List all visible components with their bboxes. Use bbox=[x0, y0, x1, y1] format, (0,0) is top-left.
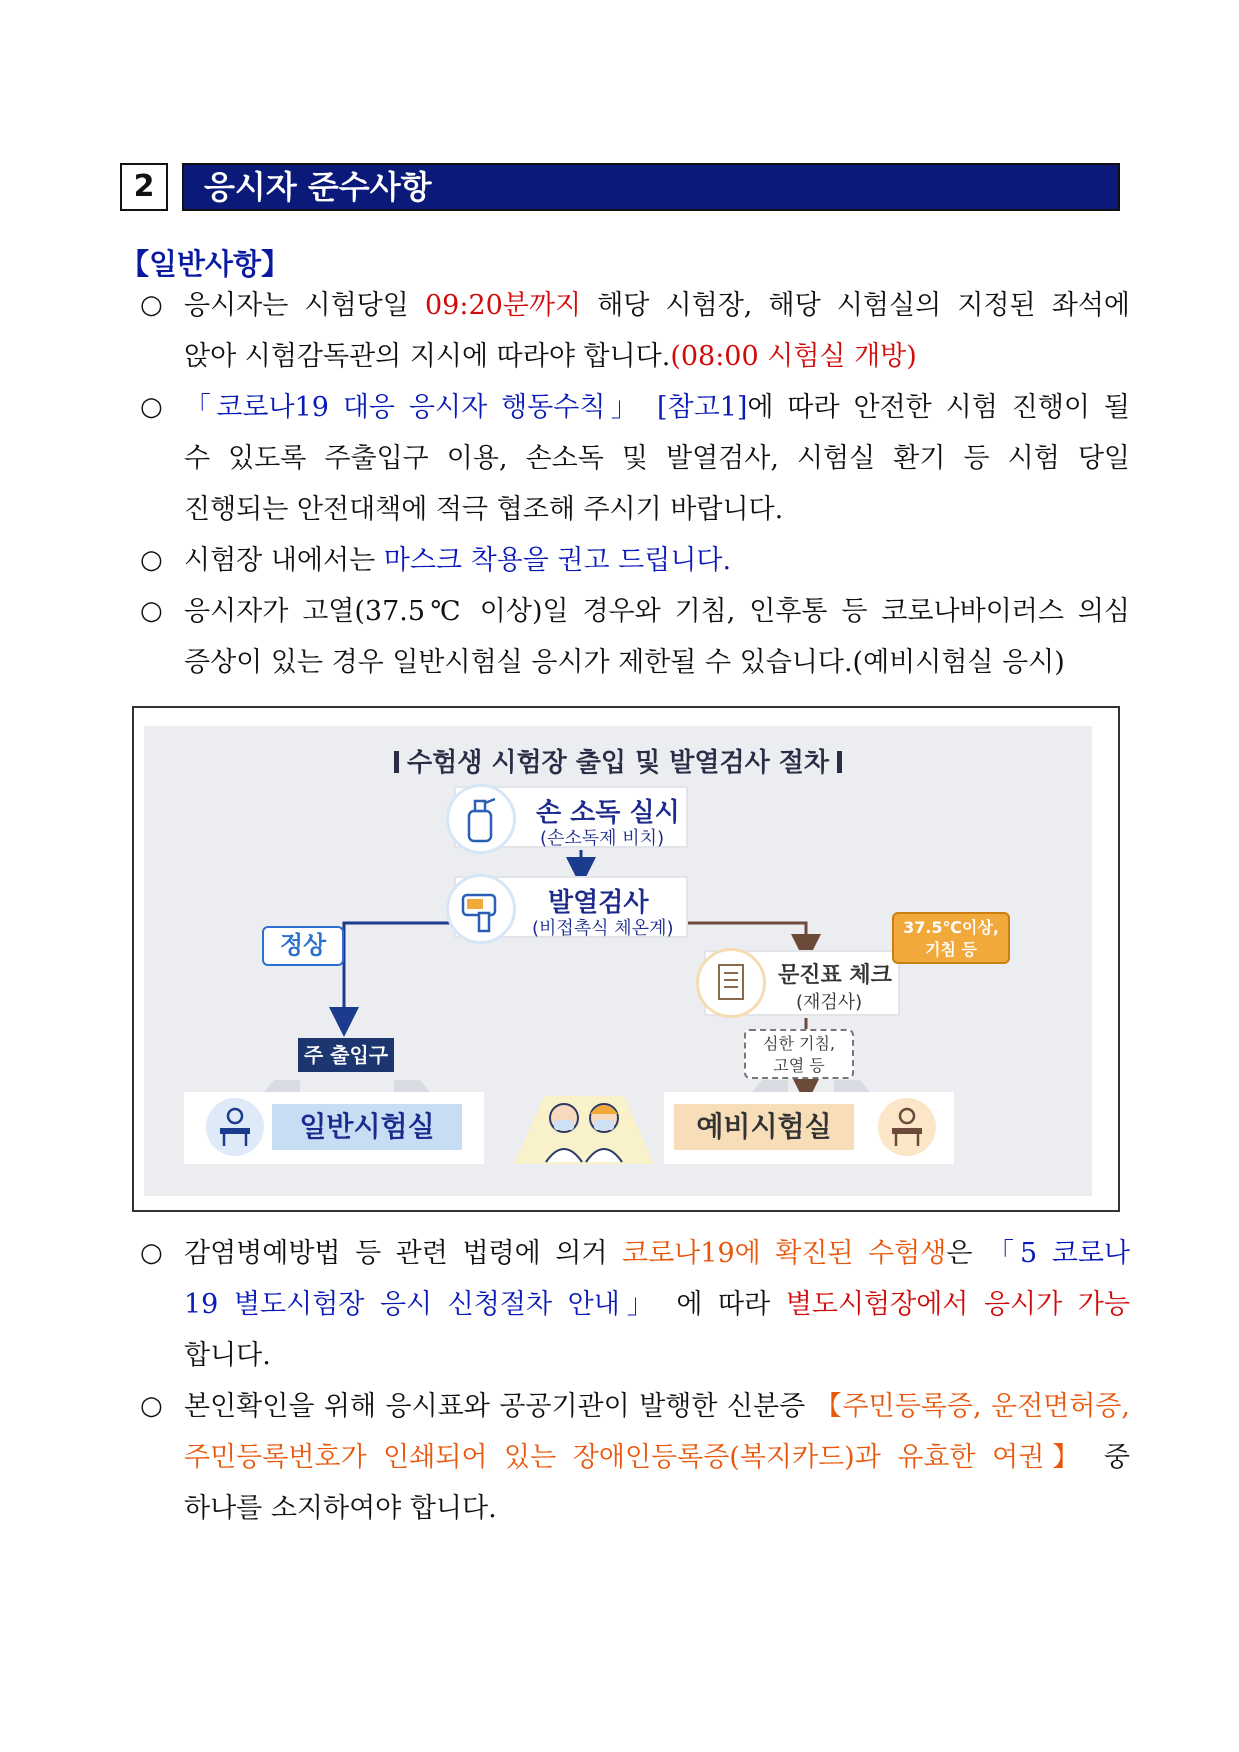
paragraph-line bbox=[184, 1228, 1130, 1279]
paragraph-line bbox=[184, 484, 1130, 535]
paragraph-line bbox=[184, 1483, 1130, 1534]
paragraph-line bbox=[184, 382, 1130, 433]
paragraph-line bbox=[184, 1279, 1130, 1330]
step-questionnaire bbox=[704, 950, 900, 1016]
text-segment: 증상이 있는 경우 일반시험실 응시가 제한될 수 있습니다.(예비시험실 응시) bbox=[184, 647, 1065, 678]
tag-fever-symptoms bbox=[892, 912, 1010, 964]
paragraph-5 bbox=[140, 1228, 1130, 1381]
general-exam-room bbox=[184, 1092, 484, 1164]
paragraph-line bbox=[184, 1330, 1130, 1381]
text-segment: 본인확인을 위해 응시표와 공공기관이 발행한 신분증 bbox=[184, 1391, 815, 1422]
text-segment: 주민등록번호가 인쇄되어 있는 장애인등록증(복지카드)과 유효한 여권】 bbox=[184, 1442, 1088, 1473]
text-segment: 합니다. bbox=[184, 1340, 271, 1371]
bullet-circle-icon: ○ bbox=[140, 290, 163, 320]
text-segment: 에 따라 안전한 시험 진행이 될 bbox=[747, 392, 1130, 423]
procedure-figure bbox=[144, 726, 1092, 1196]
paragraph-line bbox=[184, 280, 1130, 331]
spare-notch-left bbox=[752, 1080, 788, 1092]
masked-students-icon bbox=[524, 1092, 644, 1164]
desk-person-icon-spare bbox=[878, 1098, 936, 1156]
paragraph-3 bbox=[140, 535, 1130, 586]
main-entrance-label: 주 출입구 bbox=[298, 1038, 394, 1072]
subheading-general: 【일반사항】 bbox=[120, 247, 291, 281]
paragraph-6 bbox=[140, 1381, 1130, 1534]
step-questionnaire-label: 문진표 체크 bbox=[778, 963, 892, 988]
text-segment: 에 따라 bbox=[660, 1289, 786, 1320]
text-segment: 응시자는 시험당일 bbox=[184, 290, 425, 321]
tag-severe-line2: 고열 등 bbox=[773, 1056, 825, 1075]
tag-severe-symptoms bbox=[744, 1029, 854, 1079]
paragraph-line bbox=[184, 1381, 1130, 1432]
bullet-circle-icon: ○ bbox=[140, 596, 163, 626]
text-segment: 감염병예방법 등 관련 법령에 의거 bbox=[184, 1238, 623, 1269]
text-segment: 【주민등록증, 운전면허증, bbox=[814, 1391, 1130, 1422]
text-segment: (08:00 시험실 개방) bbox=[670, 341, 917, 372]
step-questionnaire-sublabel: (재검사) bbox=[796, 992, 863, 1013]
tag-normal: 정상 bbox=[262, 926, 344, 966]
bullet-circle-icon: ○ bbox=[140, 1391, 163, 1421]
tag-fever-line1: 37.5℃이상, bbox=[903, 918, 999, 937]
spare-notch-right bbox=[834, 1080, 870, 1092]
paragraph-line bbox=[184, 433, 1130, 484]
text-segment: 「5 코로나 bbox=[987, 1238, 1130, 1269]
tag-severe-line1: 심한 기침, bbox=[763, 1034, 835, 1053]
paragraph-4 bbox=[140, 586, 1130, 688]
text-segment: 진행되는 안전대책에 적극 협조해 주시기 바랍니다. bbox=[184, 494, 784, 525]
paragraph-1 bbox=[140, 280, 1130, 382]
bullet-circle-icon: ○ bbox=[140, 1238, 163, 1268]
text-segment: 코로나19에 확진된 수험생 bbox=[622, 1238, 947, 1269]
paragraph-line bbox=[184, 331, 1130, 382]
step-hand-sanitize bbox=[454, 786, 688, 848]
paragraph-line bbox=[184, 535, 1130, 586]
step-sanitize-label: 손 소독 실시 bbox=[536, 798, 680, 828]
text-segment: 마스크 착용을 권고 드립니다. bbox=[383, 545, 732, 576]
section-number: 2 bbox=[120, 163, 168, 211]
step-fever-label: 발열검사 bbox=[548, 888, 649, 918]
procedure-figure-frame bbox=[132, 706, 1120, 1212]
arrow-normal-path bbox=[344, 923, 450, 1022]
general-exam-room-label: 일반시험실 bbox=[272, 1104, 462, 1150]
text-segment: 별도시험장에서 응시가 가능 bbox=[785, 1289, 1130, 1320]
arrow-fever-path bbox=[686, 923, 806, 949]
paragraph-line bbox=[184, 586, 1130, 637]
desk-person-icon bbox=[206, 1098, 264, 1156]
tag-fever-line2: 기침 등 bbox=[925, 940, 977, 959]
entrance-notch-right bbox=[394, 1080, 430, 1092]
paragraph-line bbox=[184, 1432, 1130, 1483]
bullet-circle-icon: ○ bbox=[140, 545, 163, 575]
figure-title-text: 수험생 시험장 출입 및 발열검사 절차 bbox=[407, 748, 829, 778]
paragraph-line bbox=[184, 637, 1130, 688]
text-segment: 해당 시험장, 해당 시험실의 지정된 좌석에 bbox=[581, 290, 1130, 321]
section-title: 응시자 준수사항 bbox=[182, 163, 1120, 211]
paragraph-2 bbox=[140, 382, 1130, 535]
text-segment: 수 있도록 주출입구 이용, 손소독 및 발열검사, 시험실 환기 등 시험 당일 bbox=[184, 443, 1130, 474]
thermometer-icon bbox=[446, 874, 516, 944]
text-segment: 「코로나19 대응 응시자 행동수칙」 [참고1] bbox=[184, 392, 748, 423]
questionnaire-icon bbox=[696, 948, 766, 1018]
text-segment: 중 bbox=[1087, 1442, 1131, 1473]
step-fever-sublabel: (비접촉식 체온계) bbox=[532, 918, 674, 939]
entrance-notch-left bbox=[264, 1080, 300, 1092]
spare-exam-room-label: 예비시험실 bbox=[674, 1104, 854, 1150]
step-sanitize-sublabel: (손소독제 비치) bbox=[540, 828, 665, 849]
text-segment: 은 bbox=[946, 1238, 987, 1269]
spare-exam-room bbox=[664, 1092, 954, 1164]
text-segment: 응시자가 고열(37.5℃ 이상)일 경우와 기침, 인후통 등 코로나바이러스 의심 bbox=[184, 596, 1130, 627]
bullet-circle-icon: ○ bbox=[140, 392, 163, 422]
text-segment: 시험장 내에서는 bbox=[184, 545, 384, 576]
text-segment: 하나를 소지하여야 합니다. bbox=[184, 1493, 497, 1524]
text-segment: 19 별도시험장 응시 신청절차 안내」 bbox=[184, 1289, 661, 1320]
text-segment: 앉아 시험감독관의 지시에 따라야 합니다. bbox=[184, 341, 671, 372]
text-segment: 09:20분까지 bbox=[424, 290, 582, 321]
sanitizer-icon bbox=[446, 784, 516, 854]
step-fever-check bbox=[454, 876, 688, 938]
section-header bbox=[120, 163, 1120, 213]
